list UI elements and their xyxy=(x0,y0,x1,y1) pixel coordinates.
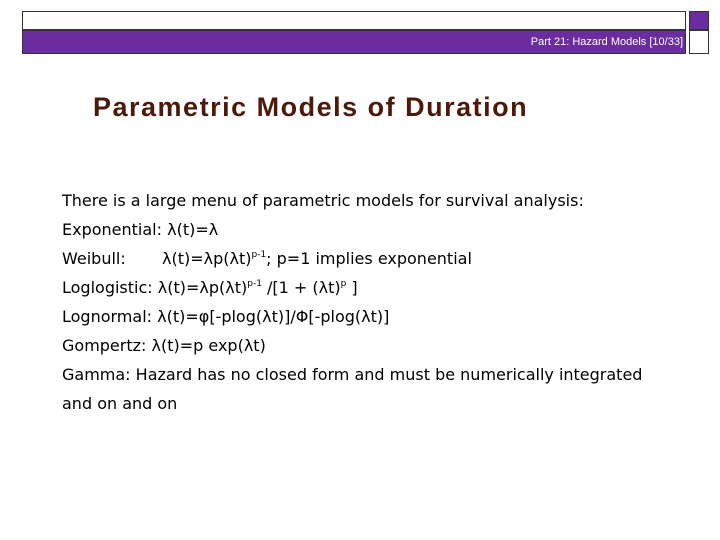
exponent: p-1 xyxy=(251,250,267,260)
hazard-formula: λ(t)=p exp(λt) xyxy=(151,336,266,355)
closing-line: and on and on xyxy=(62,394,178,413)
formula-close: ] xyxy=(346,278,358,297)
model-name: Loglogistic: xyxy=(62,278,153,297)
weibull-line xyxy=(62,244,702,273)
corner-accent-top xyxy=(689,11,709,30)
hazard-formula: λ(t)=φ[-plog(λt)]/Φ[-plog(λt)] xyxy=(157,307,390,326)
hazard-formula: λ(t)=λp(λt) xyxy=(157,278,248,297)
formula-note: ; p=1 implies exponential xyxy=(266,249,472,268)
header-band xyxy=(22,30,686,54)
loglogistic-line xyxy=(62,273,702,302)
model-name: Gompertz: xyxy=(62,336,147,355)
intro-line: There is a large menu of parametric models for survival analysis: xyxy=(62,191,584,210)
hazard-formula-denominator: /[1 + (λt) xyxy=(261,278,341,297)
hazard-formula: λ(t)=λ xyxy=(167,220,219,239)
hazard-formula: λ(t)=λp(λt) xyxy=(162,249,252,268)
lognormal-line xyxy=(62,302,702,331)
model-name: Exponential: xyxy=(62,220,163,239)
exponent: p xyxy=(340,279,347,289)
exponential-line xyxy=(62,215,702,244)
top-bar xyxy=(22,11,686,30)
slide-body xyxy=(62,186,702,418)
model-name: Weibull: xyxy=(62,249,126,268)
slide-label: Part 21: Hazard Models [10/33] xyxy=(530,36,683,48)
model-name: Lognormal: xyxy=(62,307,153,326)
page-title: Parametric Models of Duration xyxy=(93,92,529,122)
gompertz-line xyxy=(62,331,702,360)
corner-accent-bottom xyxy=(689,30,709,54)
exponent: p-1 xyxy=(247,279,262,289)
gamma-line: Gamma: Hazard has no closed form and must be numerically integrated xyxy=(62,365,643,384)
